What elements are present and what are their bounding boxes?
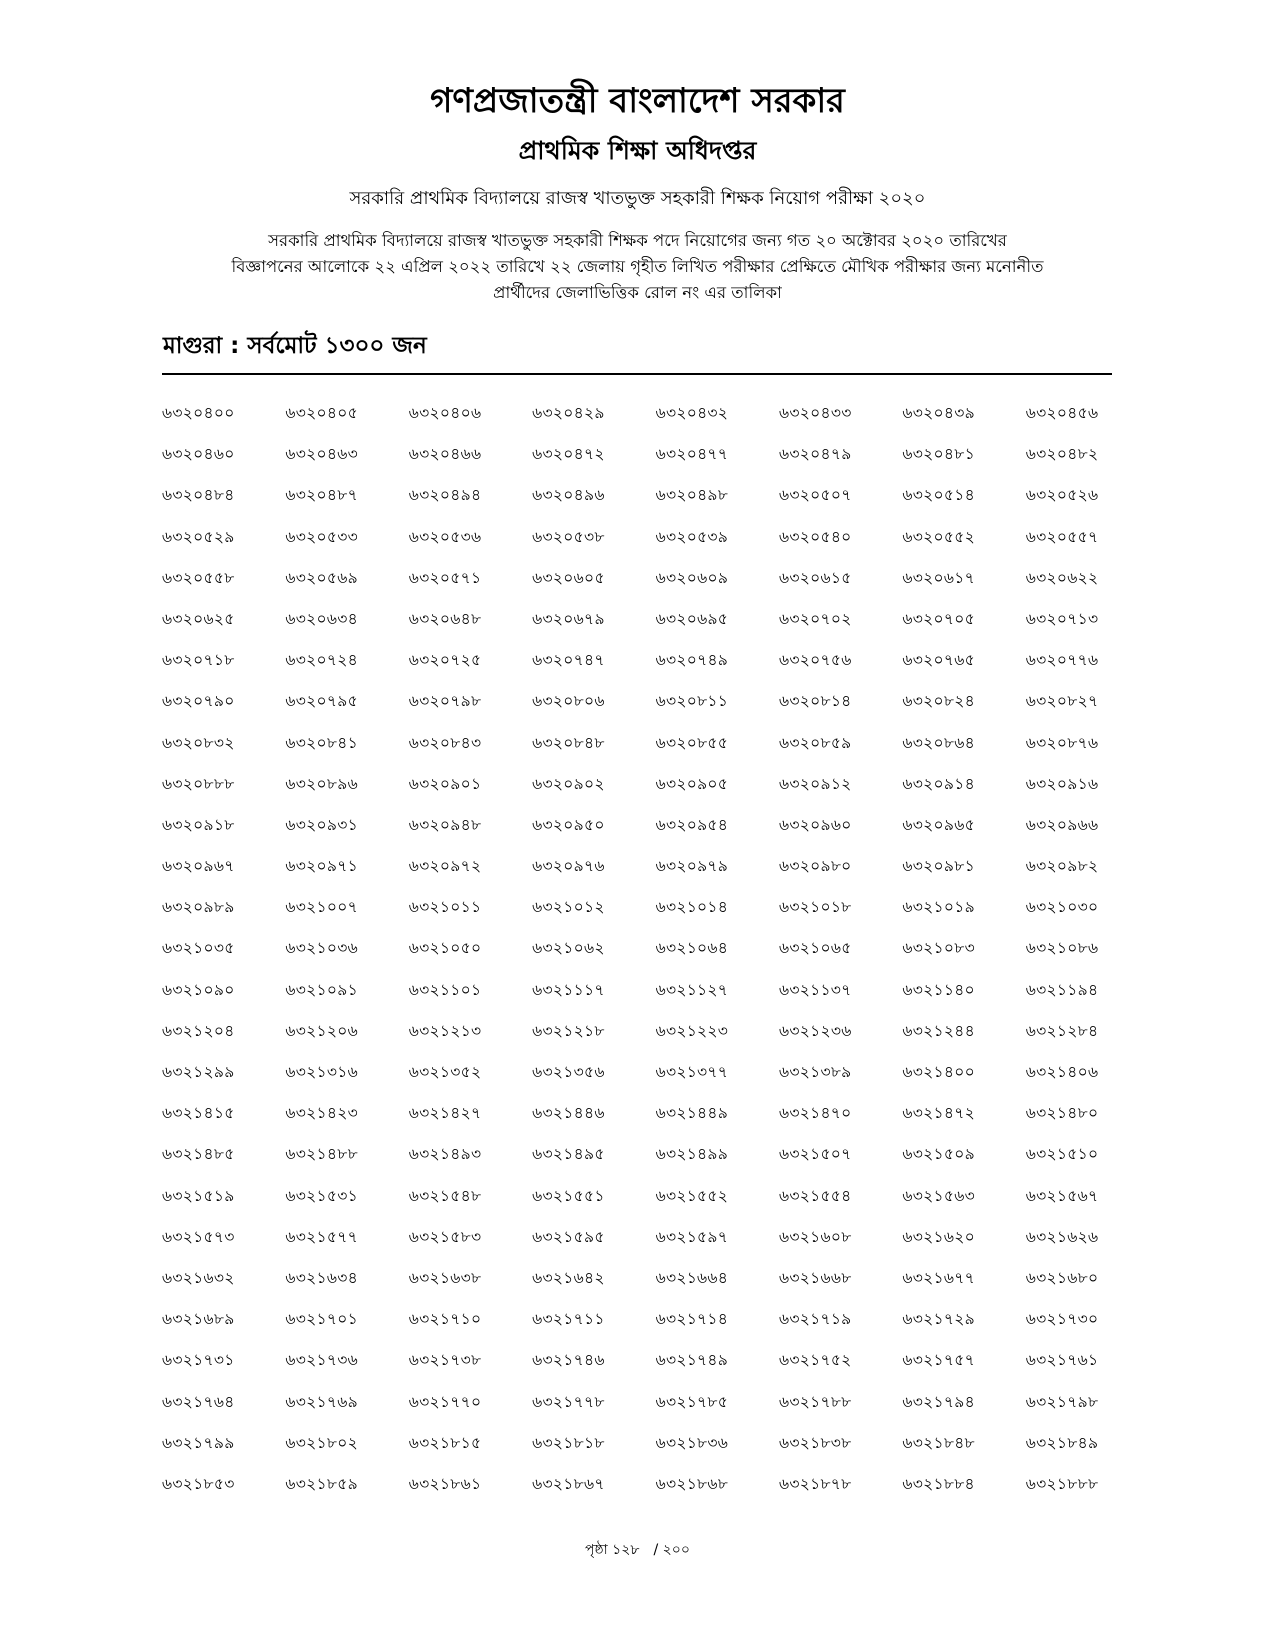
roll-number: ৬৩২০৯৭২ [408, 857, 482, 876]
roll-number: ৬৩২০৫৬৯ [285, 568, 358, 587]
roll-number: ৬৩২০৭৫৬ [778, 651, 852, 670]
roll-number: ৬৩২১৬৩২ [162, 1268, 235, 1287]
roll-number: ৬৩২০৮৪৮ [532, 733, 605, 752]
roll-number: ৬৩২০৬৯৫ [655, 609, 729, 628]
notice-line: সরকারি প্রাথমিক বিদ্যালয়ে রাজস্ব খাতভুক্ত সহকারী শিক্ষক পদে নিয়োগের জন্য গত ২০ অক্টোবর ২০২০ তারিখের [268, 231, 1007, 250]
roll-number: ৬৩২০৯১৪ [902, 774, 975, 793]
roll-number: ৬৩২১৮৬৭ [532, 1474, 605, 1493]
roll-number: ৬৩২১৭১৯ [778, 1310, 852, 1329]
roll-number: ৬৩২১৪০০ [902, 1063, 975, 1081]
roll-number: ৬৩২১৪৮০ [1025, 1104, 1099, 1123]
roll-number: ৬৩২১৮৫৯ [285, 1474, 358, 1493]
roll-number: ৬৩২১৪৯৯ [655, 1145, 729, 1164]
roll-number: ৬৩২০৮৬৪ [902, 733, 975, 752]
roll-number: ৬৩২০৮৫৫ [655, 733, 729, 752]
roll-number: ৬৩২০৫২৯ [162, 527, 235, 546]
roll-number: ৬৩২১৭৩১ [162, 1351, 235, 1370]
department-title: প্রাথমিক শিক্ষা অধিদপ্তর [518, 136, 757, 165]
roll-number: ৬৩২০৯৫০ [532, 815, 605, 834]
roll-number: ৬৩২১৭৬৪ [162, 1392, 235, 1411]
roll-number: ৬৩২১৩৫৬ [532, 1063, 605, 1081]
roll-number: ৬৩২১৪৭২ [902, 1104, 975, 1123]
roll-number: ৬৩২১৮১৮ [532, 1433, 605, 1452]
roll-number: ৬৩২০৯৭৬ [532, 857, 605, 876]
roll-number: ৬৩২১৮৫৩ [162, 1474, 235, 1493]
roll-number: ৬৩২০৪৮১ [902, 445, 975, 464]
roll-number: ৬৩২১৩৫২ [408, 1063, 482, 1081]
roll-number: ৬৩২১৭১০ [408, 1310, 482, 1329]
roll-number: ৬৩২১৪৪৬ [532, 1104, 605, 1123]
roll-number: ৬৩২১২৩৬ [778, 1021, 852, 1040]
roll-number: ৬৩২১৭৩০ [1025, 1310, 1099, 1329]
roll-number: ৬৩২০৫৭১ [408, 568, 482, 587]
roll-number: ৬৩২১৫৮৩ [408, 1227, 482, 1246]
page-number: পৃষ্ঠা ১২৮ [585, 1542, 640, 1558]
roll-number: ৬৩২০৫৫৭ [1025, 527, 1099, 546]
roll-number: ৬৩২০৮০৬ [532, 692, 605, 711]
roll-number: ৬৩২০৭০২ [778, 609, 852, 628]
roll-number: ৬৩২১১১৭ [532, 980, 605, 999]
roll-number: ৬৩২১৪১৫ [162, 1104, 235, 1123]
roll-number: ৬৩২০৯০২ [532, 774, 605, 793]
roll-number: ৬৩২১৭২৯ [902, 1310, 975, 1329]
roll-number: ৬৩২১৮৩৮ [778, 1433, 852, 1452]
roll-number: ৬৩২০৪৬৩ [285, 445, 359, 464]
roll-number: ৬৩২০৫০৭ [778, 486, 852, 505]
roll-number: ৬৩২০৭৪৭ [532, 651, 605, 670]
roll-number: ৬৩২০৮৫৯ [778, 733, 852, 752]
roll-number: ৬৩২১৬৬৪ [655, 1268, 729, 1287]
government-title: গণপ্রজাতন্ত্রী বাংলাদেশ সরকার [430, 81, 845, 121]
roll-number: ৬৩২০৭৯৫ [285, 692, 358, 711]
roll-number: ৬৩২১২৪৪ [902, 1021, 975, 1040]
roll-number: ৬৩২১১২৭ [655, 980, 729, 999]
roll-number: ৬৩২০৯৬৭ [162, 857, 235, 876]
roll-number: ৬৩২০৮৭৬ [1025, 733, 1099, 752]
roll-number: ৬৩২১৬২০ [902, 1227, 975, 1246]
roll-number: ৬৩২০৪৬০ [162, 445, 235, 464]
roll-number: ৬৩২১৮৩৬ [655, 1433, 729, 1452]
roll-number: ৬৩২১৬৩৮ [408, 1268, 482, 1287]
roll-number: ৬৩২১৪৯৩ [408, 1145, 482, 1164]
roll-number: ৬৩২১৫৯৭ [655, 1227, 729, 1246]
roll-number: ৬৩২১২৯৯ [162, 1063, 235, 1081]
roll-number: ৬৩২০৪৭৭ [655, 445, 729, 464]
roll-number: ৬৩২১০৯০ [162, 980, 235, 999]
roll-number: ৬৩২০৪৯৪ [408, 486, 482, 505]
roll-number: ৬৩২০৪৬৬ [408, 445, 482, 464]
roll-number: ৬৩২০৯৬০ [778, 815, 852, 834]
roll-number: ৬৩২১৩৮৯ [778, 1063, 852, 1081]
roll-number: ৬৩২১০৬২ [532, 939, 605, 958]
roll-number: ৬৩২১০১৯ [902, 898, 975, 917]
roll-number: ৬৩২০৭৯৮ [408, 692, 482, 711]
roll-number: ৬৩২১৭৭৮ [532, 1392, 605, 1411]
roll-number: ৬৩২১৭৫২ [778, 1351, 852, 1370]
roll-number: ৬৩২০৯৪৮ [408, 815, 482, 834]
roll-number: ৬৩২১৫১০ [1025, 1145, 1099, 1164]
roll-number: ৬৩২১৬৮০ [1025, 1268, 1099, 1287]
roll-number: ৬৩২০৪৯৮ [655, 486, 729, 505]
roll-number: ৬৩২০৯৭১ [285, 857, 358, 876]
roll-number: ৬৩২১৫৬৭ [1025, 1186, 1099, 1205]
roll-number: ৬৩২০৫২৬ [1025, 486, 1099, 505]
roll-number: ৬৩২০৮২৭ [1025, 692, 1099, 711]
roll-number: ৬৩২১০১৮ [778, 898, 852, 917]
roll-number: ৬৩২১৭৯৮ [1025, 1392, 1099, 1411]
roll-number: ৬৩২০৭১৩ [1025, 609, 1099, 628]
roll-number: ৬৩২০৪০৫ [285, 404, 358, 422]
roll-number: ৬৩২০৭২৪ [285, 651, 359, 670]
roll-number: ৬৩২১১৯৪ [1025, 980, 1099, 999]
roll-number: ৬৩২১৭৯৯ [162, 1433, 235, 1452]
roll-number: ৬৩২০৭২৫ [408, 651, 482, 670]
roll-number: ৬৩২০৯৭৯ [655, 857, 729, 876]
roll-number: ৬৩২১৮৮৪ [902, 1474, 975, 1493]
roll-number: ৬৩২০৯৮২ [1025, 857, 1099, 876]
roll-number: ৬৩২১৭৫৭ [902, 1351, 975, 1370]
roll-number: ৬৩২১৫৫৪ [778, 1186, 852, 1205]
roll-number: ৬৩২০৪০৬ [408, 404, 482, 422]
roll-number: ৬৩২১৮৮৮ [1025, 1474, 1099, 1493]
heading-divider [162, 373, 1112, 375]
roll-number: ৬৩২১৮৪৯ [1025, 1433, 1099, 1452]
roll-number: ৬৩২০৬১৭ [902, 568, 975, 587]
roll-number: ৬৩২০৪৩৩ [778, 404, 852, 422]
roll-number: ৬৩২০৭৪৯ [655, 651, 729, 670]
roll-number: ৬৩২১৬২৬ [1025, 1227, 1099, 1246]
roll-number: ৬৩২০৮৮৮ [162, 774, 235, 793]
roll-number: ৬৩২০৪২৯ [532, 404, 605, 422]
roll-number: ৬৩২১৫৪৮ [408, 1186, 482, 1205]
notice-line: প্রার্থীদের জেলাভিত্তিক রোল নং এর তালিকা [493, 283, 782, 302]
roll-number: ৬৩২০৯৮০ [778, 857, 852, 876]
roll-number: ৬৩২১৩৭৭ [655, 1063, 729, 1081]
roll-number: ৬৩২১৪৭০ [778, 1104, 852, 1123]
roll-number-grid [162, 402, 1122, 1514]
roll-number: ৬৩২০৯১৮ [162, 815, 235, 834]
roll-number: ৬৩২০৯৩১ [285, 815, 358, 834]
roll-number: ৬৩২০৬১৫ [778, 568, 852, 587]
roll-number: ৬৩২০৮১৪ [778, 692, 852, 711]
roll-number: ৬৩২১৭৩৬ [285, 1351, 359, 1370]
roll-number: ৬৩২০৬৭৯ [532, 609, 605, 628]
roll-number: ৬৩২০৬০৯ [655, 568, 729, 587]
roll-number: ৬৩২১৫৯৫ [532, 1227, 605, 1246]
roll-number: ৬৩২১২১৮ [532, 1021, 605, 1040]
roll-number: ৬৩২১২২৩ [655, 1021, 729, 1040]
roll-number: ৬৩২০৯১২ [778, 774, 852, 793]
roll-number: ৬৩২১২১৩ [408, 1021, 482, 1040]
roll-number: ৬৩২১৭৯৪ [902, 1392, 975, 1411]
roll-number: ৬৩২০৪৫৬ [1025, 404, 1099, 422]
roll-number: ৬৩২১৪২৩ [285, 1104, 358, 1123]
roll-number: ৬৩২০৭০৫ [902, 609, 975, 628]
roll-number: ৬৩২০৭৭৬ [1025, 651, 1099, 670]
roll-number: ৬৩২০৪৭২ [532, 445, 605, 464]
roll-number: ৬৩২০৮৯৬ [285, 774, 358, 793]
roll-number: ৬৩২১৮৪৮ [902, 1433, 975, 1452]
roll-number: ৬৩২১৮১৫ [408, 1433, 482, 1452]
roll-number: ৬৩২০৫৫৮ [162, 568, 235, 587]
roll-number: ৬৩২১৫৫২ [655, 1186, 729, 1205]
roll-number: ৬৩২০৮৪৩ [408, 733, 482, 752]
roll-number: ৬৩২১০৬৪ [655, 939, 729, 958]
roll-number: ৬৩২১৭০১ [285, 1310, 358, 1329]
roll-number: ৬৩২০৪৯৬ [532, 486, 605, 505]
roll-number: ৬৩২১৪০৬ [1025, 1063, 1099, 1081]
roll-number: ৬৩২১০৬৫ [778, 939, 852, 958]
roll-number: ৬৩২০৫৩৮ [532, 527, 605, 546]
district-heading: মাগুরা : সর্বমোট ১৩০০ জন [163, 333, 427, 359]
roll-number: ৬৩২১৮০২ [285, 1433, 358, 1452]
roll-number: ৬৩২১৫৬৩ [902, 1186, 975, 1205]
roll-number: ৬৩২০৪৮২ [1025, 445, 1099, 464]
roll-number: ৬৩২১২০৬ [285, 1021, 359, 1040]
roll-number: ৬৩২০৯৮৯ [162, 898, 235, 917]
roll-number: ৬৩২০৯৬৬ [1025, 815, 1099, 834]
roll-number: ৬৩২১০১৪ [655, 898, 729, 917]
roll-number: ৬৩২১০৮৬ [1025, 939, 1099, 958]
roll-number: ৬৩২১৫৩১ [285, 1186, 358, 1205]
roll-number: ৬৩২১০৯১ [285, 980, 358, 999]
roll-number: ৬৩২১৮৬১ [408, 1474, 482, 1493]
roll-number: ৬৩২১৫৭৭ [285, 1227, 358, 1246]
exam-title: সরকারি প্রাথমিক বিদ্যালয়ে রাজস্ব খাতভুক্ত সহকারী শিক্ষক নিয়োগ পরীক্ষা ২০২০ [349, 188, 926, 209]
roll-number: ৬৩২০৭১৮ [162, 651, 235, 670]
roll-number: ৬৩২১৪৮৮ [285, 1145, 358, 1164]
roll-number: ৬৩২০৯১৬ [1025, 774, 1099, 793]
roll-number: ৬৩২০৬৪৮ [408, 609, 482, 628]
roll-number: ৬৩২০৫৩৯ [655, 527, 729, 546]
roll-number: ৬৩২০৪০০ [162, 404, 235, 422]
roll-number: ৬৩২১২৮৪ [1025, 1021, 1099, 1040]
roll-number: ৬৩২০৮১১ [655, 692, 729, 711]
roll-number: ৬৩২০৯৫৪ [655, 815, 729, 834]
roll-number: ৬৩২১৪৪৯ [655, 1104, 729, 1123]
roll-number: ৬৩২০৬২৫ [162, 609, 235, 628]
roll-number: ৬৩২০৬২২ [1025, 568, 1099, 587]
roll-number: ৬৩২০৮৪১ [285, 733, 358, 752]
roll-number: ৬৩২১৪২৭ [408, 1104, 482, 1123]
roll-number: ৬৩২০৭৬৫ [902, 651, 975, 670]
roll-number: ৬৩২১০৮৩ [902, 939, 975, 958]
roll-number: ৬৩২১৫০৭ [778, 1145, 852, 1164]
roll-number: ৬৩২১০৩৫ [162, 939, 235, 958]
roll-number: ৬৩২০৬৩৪ [285, 609, 359, 628]
roll-number: ৬৩২১৭৩৮ [408, 1351, 482, 1370]
roll-number: ৬৩২১১৩৭ [778, 980, 852, 999]
roll-number: ৬৩২০৮২৪ [902, 692, 975, 711]
roll-number: ৬৩২০৪৭৯ [778, 445, 852, 464]
page-total: / ২০০ [653, 1542, 690, 1558]
roll-number: ৬৩২১৭৭০ [408, 1392, 482, 1411]
roll-number: ৬৩২১৬৭৭ [902, 1268, 975, 1287]
roll-number: ৬৩২১০০৭ [285, 898, 359, 917]
roll-number: ৬৩২১১০১ [408, 980, 482, 999]
roll-number: ৬৩২১৫০৯ [902, 1145, 975, 1164]
roll-number: ৬৩২১১৪০ [902, 980, 975, 999]
roll-number: ৬৩২০৫৩৬ [408, 527, 482, 546]
roll-number: ৬৩২১০১১ [408, 898, 482, 917]
roll-number: ৬৩২১৭৮৫ [655, 1392, 729, 1411]
roll-number: ৬৩২০৯০১ [408, 774, 482, 793]
roll-number: ৬৩২১৫১৯ [162, 1186, 235, 1205]
roll-number: ৬৩২১৭৪৬ [532, 1351, 605, 1370]
notice-paragraph [160, 228, 1115, 306]
roll-number: ৬৩২০৪৩৯ [902, 404, 975, 422]
roll-number: ৬৩২০৫৩৩ [285, 527, 359, 546]
roll-number: ৬৩২১৮৭৮ [778, 1474, 852, 1493]
roll-number: ৬৩২০৯০৫ [655, 774, 729, 793]
roll-number: ৬৩২০৪৮৪ [162, 486, 235, 505]
roll-number: ৬৩২১০৫০ [408, 939, 482, 958]
roll-number: ৬৩২১৪৯৫ [532, 1145, 605, 1164]
roll-number: ৬৩২১৭৬৯ [285, 1392, 358, 1411]
roll-number: ৬৩২০৪৩২ [655, 404, 729, 422]
roll-number: ৬৩২১৬০৮ [778, 1227, 852, 1246]
roll-number: ৬৩২০৮৩২ [162, 733, 235, 752]
roll-number: ৬৩২০৯৬৫ [902, 815, 975, 834]
roll-number: ৬৩২১৮৬৮ [655, 1474, 729, 1493]
roll-number: ৬৩২১৬৩৪ [285, 1268, 358, 1287]
roll-number: ৬৩২০৪৮৭ [285, 486, 358, 505]
roll-number: ৬৩২১৫৫১ [532, 1186, 605, 1205]
roll-number: ৬৩২১২০৪ [162, 1021, 235, 1040]
roll-number: ৬৩২০৭৯০ [162, 692, 235, 711]
roll-number: ৬৩২১৭৮৮ [778, 1392, 852, 1411]
roll-number: ৬৩২১৭১৪ [655, 1310, 729, 1329]
roll-number: ৬৩২১৩১৬ [285, 1063, 358, 1081]
roll-number: ৬৩২০৫৫২ [902, 527, 975, 546]
roll-number: ৬৩২১৬৮৯ [162, 1310, 235, 1329]
roll-number: ৬৩২০৯৮১ [902, 857, 975, 876]
roll-number: ৬৩২১০১২ [532, 898, 605, 917]
roll-number: ৬৩২১৬৬৮ [778, 1268, 852, 1287]
roll-number: ৬৩২১৪৮৫ [162, 1145, 235, 1164]
roll-number: ৬৩২১০৩০ [1025, 898, 1099, 917]
roll-number: ৬৩২১৬৪২ [532, 1268, 605, 1287]
roll-number: ৬৩২০৫৪০ [778, 527, 852, 546]
roll-number: ৬৩২১৭১১ [532, 1310, 605, 1329]
notice-line: বিজ্ঞাপনের আলোকে ২২ এপ্রিল ২০২২ তারিখে ২২ জেলায় গৃহীত লিখিত পরীক্ষার প্রেক্ষিতে মৌখিক পরীক্ষার জন্য মনোনীত [231, 257, 1044, 276]
roll-number: ৬৩২১৭৪৯ [655, 1351, 729, 1370]
roll-number: ৬৩২০৬০৫ [532, 568, 605, 587]
roll-number: ৬৩২১৫৭৩ [162, 1227, 235, 1246]
roll-number: ৬৩২১৭৬১ [1025, 1351, 1099, 1370]
roll-number: ৬৩২১০৩৬ [285, 939, 359, 958]
page-footer [0, 1540, 1275, 1560]
roll-number: ৬৩২০৫১৪ [902, 486, 975, 505]
